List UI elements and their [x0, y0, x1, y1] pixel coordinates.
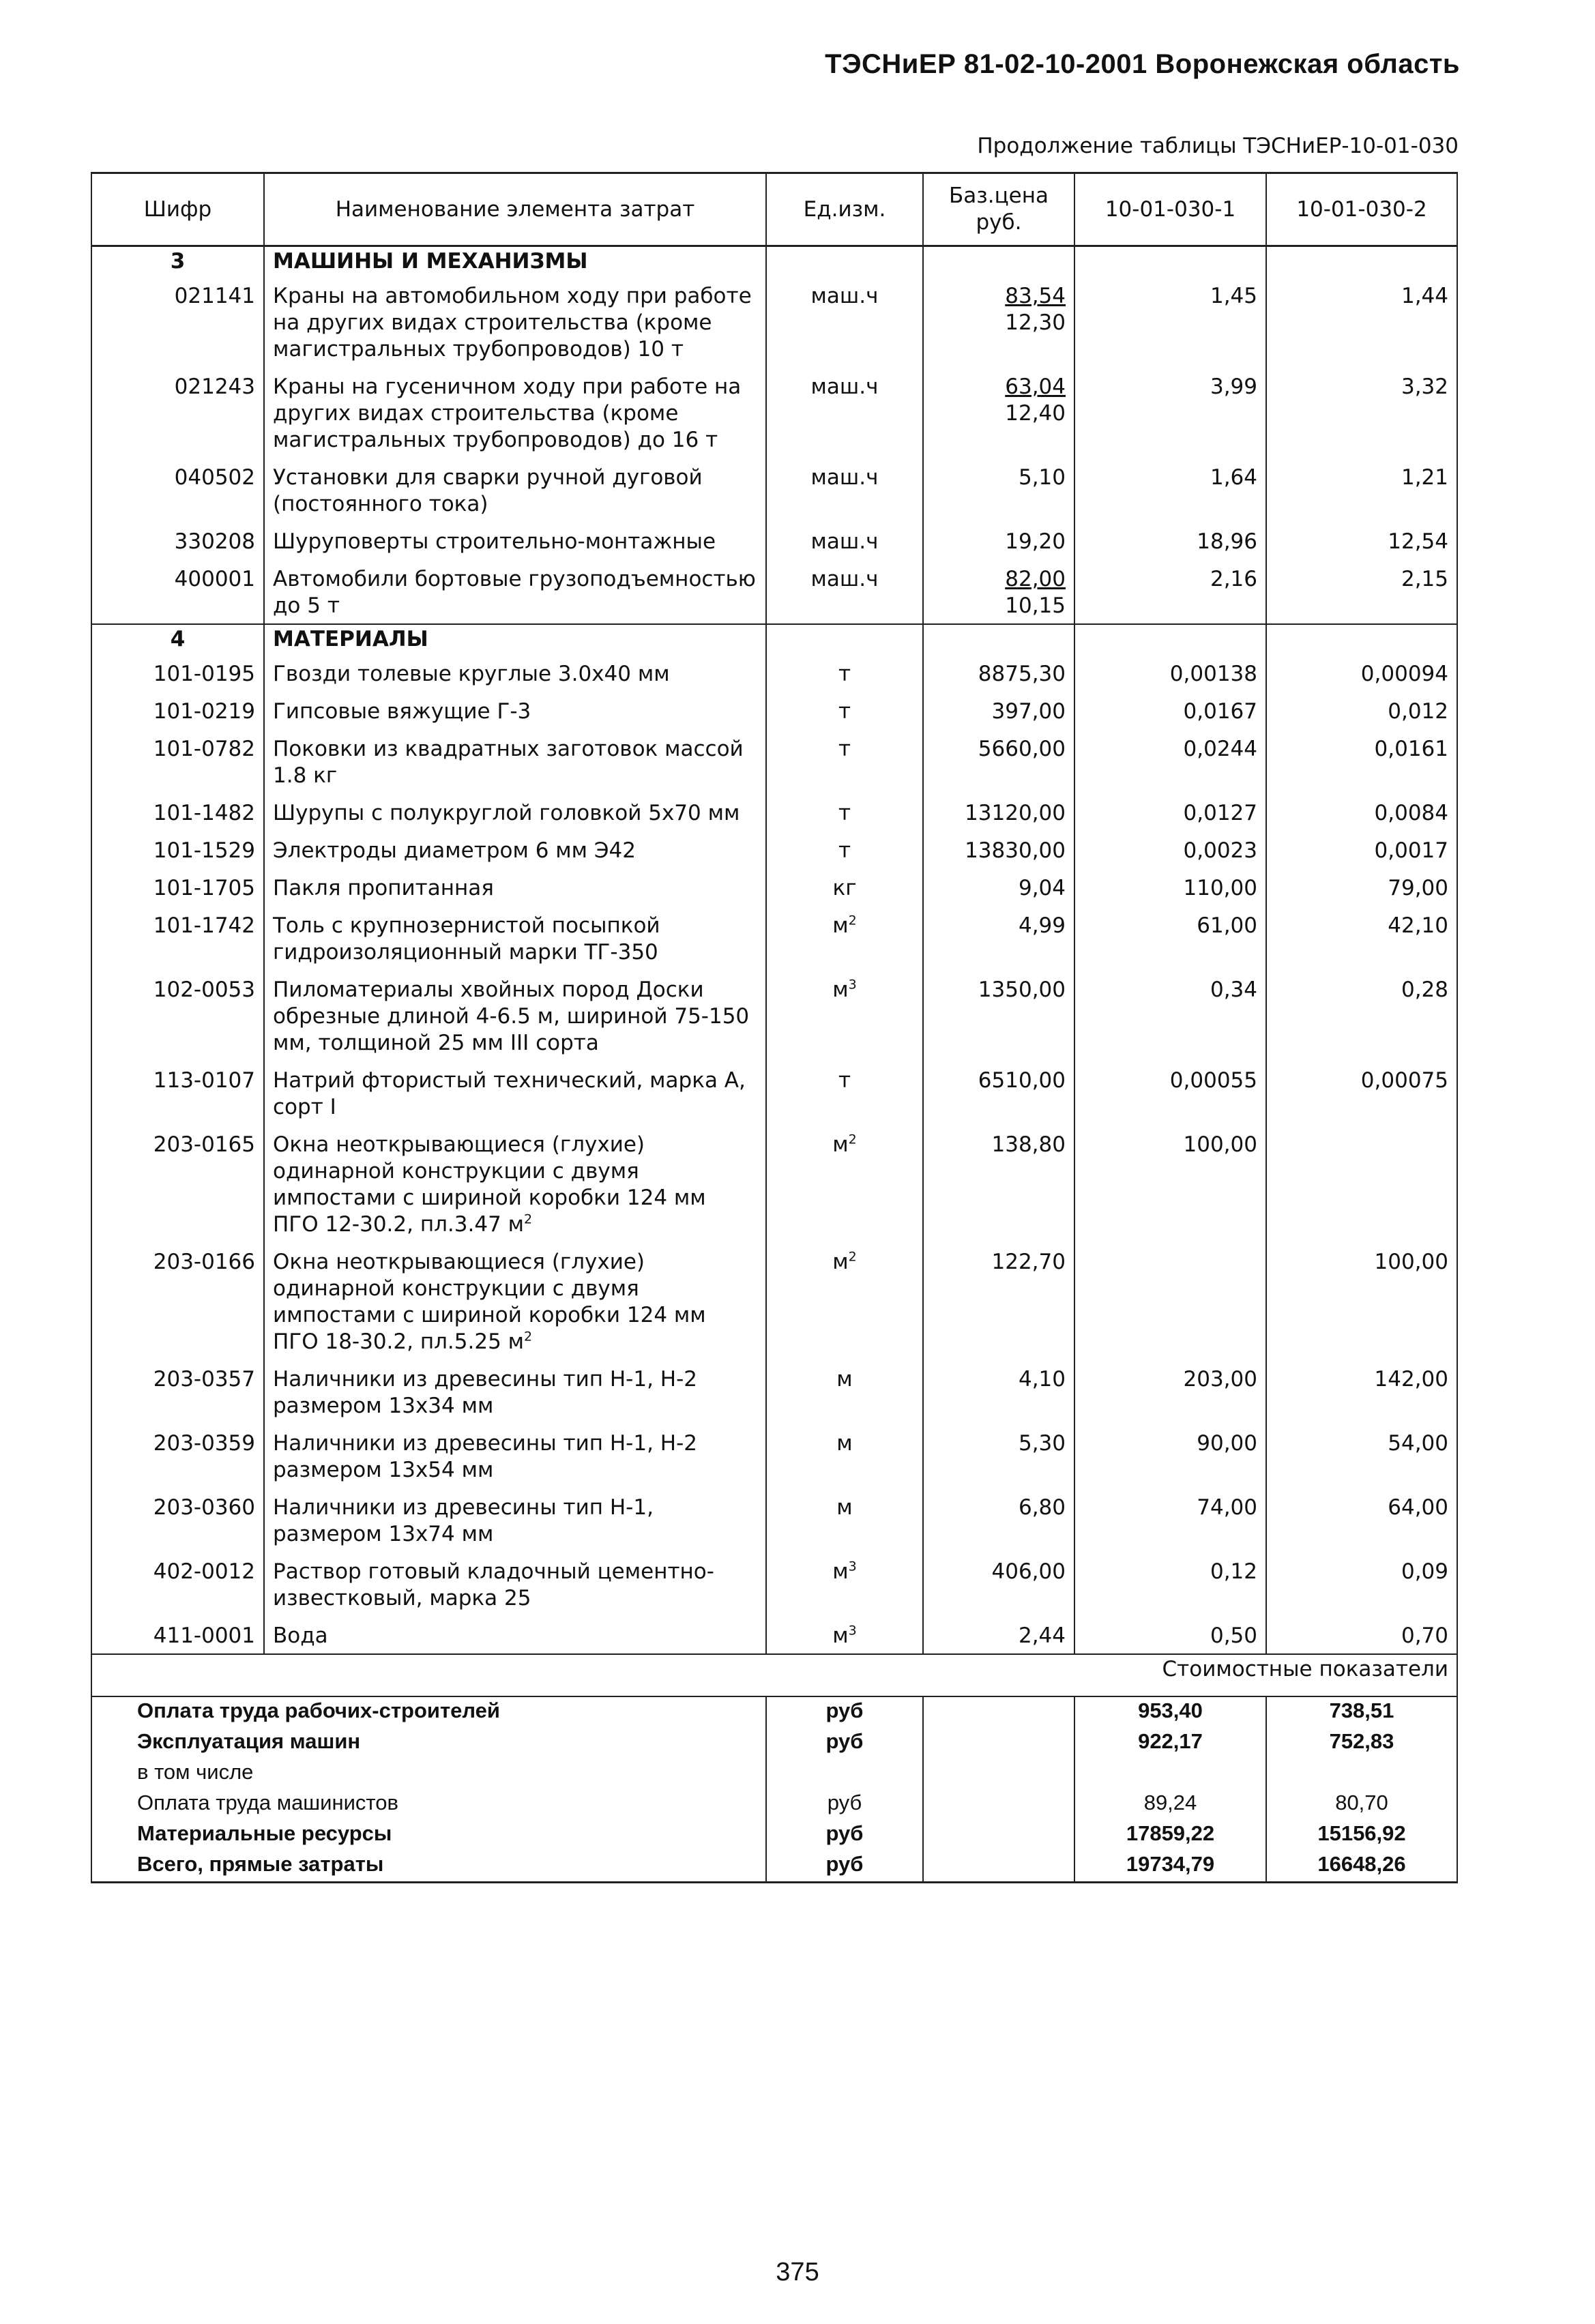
variant-2-value: 0,0017 — [1266, 831, 1457, 868]
variant-1-value: 203,00 — [1074, 1359, 1266, 1424]
resource-code: 203-0357 — [91, 1359, 264, 1424]
resource-name-text: Вода — [273, 1623, 328, 1648]
summary-variant-2: 16648,26 — [1266, 1851, 1457, 1883]
variant-2-value — [1266, 1125, 1457, 1242]
resource-unit-text: маш.ч — [810, 567, 879, 591]
variant-1-value: 74,00 — [1074, 1488, 1266, 1552]
section-number: 4 — [91, 624, 264, 654]
resource-name-text: Раствор готовый кладочный цементно-известковый, марка 25 — [273, 1559, 714, 1610]
resource-name — [264, 1242, 766, 1359]
resource-name-text: Окна неоткрывающиеся (глухие) одинарной конструкции с двумя импостами с шириной коробки 124 мм ПГО 18-30.2, пл.5.25 м — [273, 1250, 706, 1354]
column-header-name: Наименование элемента затрат — [264, 173, 766, 246]
base-price-value: 82,00 — [1005, 567, 1066, 591]
resource-unit-text: м — [836, 1431, 853, 1456]
base-price-labor-component: 12,40 — [1005, 401, 1066, 426]
resource-name-text: Шурупы с полукруглой головкой 5х70 мм — [273, 801, 740, 825]
resource-unit — [766, 1488, 923, 1552]
resource-unit-text: маш.ч — [810, 465, 879, 490]
resource-name — [264, 1359, 766, 1424]
base-price-value: 397,00 — [991, 699, 1066, 724]
summary-empty-price — [923, 1728, 1074, 1759]
resource-code: 021243 — [91, 367, 264, 458]
summary-variant-2: 752,83 — [1266, 1728, 1457, 1759]
resource-name — [264, 458, 766, 522]
column-header-base-price — [923, 173, 1074, 246]
variant-2-value: 64,00 — [1266, 1488, 1457, 1552]
resource-name-text: Установки для сварки ручной дуговой (постоянного тока) — [273, 465, 703, 516]
resource-unit-text: маш.ч — [810, 529, 879, 554]
resource-code: 102-0053 — [91, 970, 264, 1061]
column-header-code: Шифр — [91, 173, 264, 246]
variant-1-value: 0,00138 — [1074, 654, 1266, 692]
column-header-variant-2: 10-01-030-2 — [1266, 173, 1457, 246]
resource-base-price — [923, 276, 1074, 367]
variant-2-value: 0,09 — [1266, 1552, 1457, 1616]
resource-unit-text: маш.ч — [810, 284, 879, 308]
resource-name — [264, 1061, 766, 1125]
resource-unit — [766, 1359, 923, 1424]
resource-base-price — [923, 367, 1074, 458]
variant-1-value: 2,16 — [1074, 559, 1266, 624]
resource-unit — [766, 458, 923, 522]
table-row — [91, 458, 1457, 522]
base-price-value: 2,44 — [1018, 1623, 1066, 1648]
table-row — [91, 559, 1457, 624]
summary-empty-price — [923, 1851, 1074, 1883]
table-row — [91, 868, 1457, 906]
resource-unit-text: м — [832, 977, 849, 1002]
variant-1-value: 100,00 — [1074, 1125, 1266, 1242]
resource-name — [264, 276, 766, 367]
resource-unit — [766, 522, 923, 559]
variant-1-value: 90,00 — [1074, 1424, 1266, 1488]
resource-name-text: Поковки из квадратных заготовок массой 1.8 кг — [273, 737, 744, 788]
variant-1-value: 0,34 — [1074, 970, 1266, 1061]
variant-1-value — [1074, 1242, 1266, 1359]
resource-name — [264, 559, 766, 624]
table-row — [91, 1359, 1457, 1424]
variant-1-value: 18,96 — [1074, 522, 1266, 559]
resource-name-text: Наличники из древесины тип Н-1, размером 13х74 мм — [273, 1495, 654, 1546]
resource-name — [264, 970, 766, 1061]
resource-name-text: Краны на автомобильном ходу при работе на других видах строительства (кроме магистральных трубопроводов) 10 т — [273, 284, 752, 362]
variant-2-value: 0,012 — [1266, 692, 1457, 729]
resource-base-price — [923, 970, 1074, 1061]
resource-base-price — [923, 458, 1074, 522]
table-row — [91, 1424, 1457, 1488]
resource-unit-superscript: 2 — [848, 1249, 857, 1265]
table-row — [91, 831, 1457, 868]
resource-name-text: Наличники из древесины тип Н-1, Н-2 размером 13х54 мм — [273, 1431, 697, 1482]
base-price-value: 13120,00 — [965, 801, 1066, 825]
table-row — [91, 1242, 1457, 1359]
resource-base-price — [923, 1488, 1074, 1552]
resource-unit — [766, 1061, 923, 1125]
resource-base-price — [923, 729, 1074, 793]
resource-name-text: Краны на гусеничном ходу при работе на других видах строительства (кроме магистральных трубопроводов) до 16 т — [273, 374, 742, 452]
table-row — [91, 692, 1457, 729]
summary-variant-1: 19734,79 — [1074, 1851, 1266, 1883]
resource-unit-text: м — [832, 1132, 849, 1157]
summary-variant-1 — [1074, 1759, 1266, 1789]
table-row — [91, 793, 1457, 831]
table-header-row — [91, 173, 1457, 246]
resource-name — [264, 1552, 766, 1616]
summary-caption-row — [91, 1654, 1457, 1696]
resource-code: 101-0219 — [91, 692, 264, 729]
resource-code: 101-1529 — [91, 831, 264, 868]
resource-unit-text: м — [832, 1623, 849, 1648]
summary-label: Материальные ресурсы — [91, 1820, 766, 1851]
summary-variant-1: 17859,22 — [1074, 1820, 1266, 1851]
resource-base-price — [923, 831, 1074, 868]
resource-name-text: Автомобили бортовые грузоподъемностью до 5 т — [273, 567, 756, 618]
resource-code: 021141 — [91, 276, 264, 367]
variant-1-value: 0,0244 — [1074, 729, 1266, 793]
table-row — [91, 1552, 1457, 1616]
resource-unit — [766, 367, 923, 458]
base-price-value: 406,00 — [991, 1559, 1066, 1584]
base-price-value: 122,70 — [991, 1250, 1066, 1274]
table-row — [91, 1061, 1457, 1125]
summary-row — [91, 1789, 1457, 1820]
summary-unit — [766, 1759, 923, 1789]
variant-1-value: 61,00 — [1074, 906, 1266, 970]
resource-name-text: Пакля пропитанная — [273, 876, 494, 900]
table-row — [91, 1616, 1457, 1654]
table-row — [91, 522, 1457, 559]
base-price-value: 8875,30 — [978, 662, 1066, 686]
base-price-value: 5,30 — [1018, 1431, 1066, 1456]
resource-unit — [766, 793, 923, 831]
resource-unit — [766, 1616, 923, 1654]
summary-empty-price — [923, 1759, 1074, 1789]
resource-name — [264, 692, 766, 729]
variant-2-value: 42,10 — [1266, 906, 1457, 970]
resource-unit-text: т — [838, 662, 851, 686]
resource-code: 040502 — [91, 458, 264, 522]
variant-2-value: 0,70 — [1266, 1616, 1457, 1654]
summary-label: в том числе — [91, 1759, 766, 1789]
resource-code: 402-0012 — [91, 1552, 264, 1616]
variant-1-value: 1,64 — [1074, 458, 1266, 522]
variant-2-value: 1,21 — [1266, 458, 1457, 522]
resource-unit-superscript: 3 — [848, 1559, 857, 1574]
resource-code: 113-0107 — [91, 1061, 264, 1125]
resource-unit — [766, 1424, 923, 1488]
resource-unit — [766, 654, 923, 692]
base-price-value: 138,80 — [991, 1132, 1066, 1157]
resource-unit — [766, 1242, 923, 1359]
resource-unit-text: маш.ч — [810, 374, 879, 399]
base-price-value: 1350,00 — [978, 977, 1066, 1002]
resource-base-price — [923, 692, 1074, 729]
summary-caption: Стоимостные показатели — [91, 1654, 1457, 1696]
summary-body — [91, 1654, 1457, 1883]
resource-name-text: Наличники из древесины тип Н-1, Н-2 размером 13х34 мм — [273, 1367, 697, 1418]
resource-base-price — [923, 793, 1074, 831]
resource-unit — [766, 559, 923, 624]
resource-code: 101-1742 — [91, 906, 264, 970]
column-header-variant-1: 10-01-030-1 — [1074, 173, 1266, 246]
resource-base-price — [923, 1061, 1074, 1125]
variant-1-value: 3,99 — [1074, 367, 1266, 458]
resource-name — [264, 1616, 766, 1654]
resource-name — [264, 654, 766, 692]
variant-2-value: 0,28 — [1266, 970, 1457, 1061]
resource-name — [264, 1424, 766, 1488]
resource-name-text: Электроды диаметром 6 мм Э42 — [273, 838, 636, 863]
variant-1-value: 0,50 — [1074, 1616, 1266, 1654]
resource-base-price — [923, 1242, 1074, 1359]
table-row — [91, 276, 1457, 367]
resource-code: 411-0001 — [91, 1616, 264, 1654]
variant-2-value: 3,32 — [1266, 367, 1457, 458]
resource-code: 101-0195 — [91, 654, 264, 692]
resource-base-price — [923, 1125, 1074, 1242]
table-row — [91, 729, 1457, 793]
summary-label: Оплата труда машинистов — [91, 1789, 766, 1820]
resource-code: 101-1705 — [91, 868, 264, 906]
summary-empty-price — [923, 1789, 1074, 1820]
variant-1-value: 0,0127 — [1074, 793, 1266, 831]
resource-unit-text: т — [838, 737, 851, 761]
variant-2-value: 142,00 — [1266, 1359, 1457, 1424]
resource-base-price — [923, 868, 1074, 906]
variant-2-value: 1,44 — [1266, 276, 1457, 367]
resource-code: 203-0165 — [91, 1125, 264, 1242]
section-number: 3 — [91, 246, 264, 277]
section-title: МАШИНЫ И МЕХАНИЗМЫ — [264, 246, 766, 277]
document-header: ТЭСНиЕР 81-02-10-2001 Воронежская область — [825, 49, 1460, 79]
resource-name — [264, 906, 766, 970]
summary-label: Эксплуатация машин — [91, 1728, 766, 1759]
summary-unit: руб — [766, 1728, 923, 1759]
summary-variant-1: 922,17 — [1074, 1728, 1266, 1759]
section-row — [91, 246, 1457, 277]
resource-name-text: Натрий фтористый технический, марка А, сорт I — [273, 1068, 746, 1119]
base-price-value: 13830,00 — [965, 838, 1066, 863]
variant-1-value: 0,00055 — [1074, 1061, 1266, 1125]
resource-base-price — [923, 1424, 1074, 1488]
resource-unit-text: кг — [832, 876, 857, 900]
resource-name — [264, 831, 766, 868]
resource-code: 330208 — [91, 522, 264, 559]
materials-body — [91, 624, 1457, 1654]
resource-code: 203-0166 — [91, 1242, 264, 1359]
resource-name — [264, 1125, 766, 1242]
resource-name-text: Шуруповерты строительно-монтажные — [273, 529, 716, 554]
resource-name — [264, 367, 766, 458]
summary-row — [91, 1728, 1457, 1759]
variant-2-value: 0,0084 — [1266, 793, 1457, 831]
resource-name-text: Толь с крупнозернистой посыпкой гидроизоляционный марки ТГ-350 — [273, 913, 660, 965]
resource-base-price — [923, 906, 1074, 970]
resource-name-superscript: 2 — [524, 1211, 533, 1227]
resource-unit-superscript: 2 — [848, 1132, 857, 1147]
summary-empty-price — [923, 1820, 1074, 1851]
base-price-value: 6510,00 — [978, 1068, 1066, 1093]
resource-unit-text: м — [836, 1495, 853, 1520]
resource-unit — [766, 276, 923, 367]
resource-name-text: Гипсовые вяжущие Г-3 — [273, 699, 531, 724]
summary-row — [91, 1851, 1457, 1883]
table-continuation-caption: Продолжение таблицы ТЭСНиЕР-10-01-030 — [977, 134, 1459, 158]
variant-2-value: 12,54 — [1266, 522, 1457, 559]
resource-code: 400001 — [91, 559, 264, 624]
summary-row — [91, 1820, 1457, 1851]
resource-code: 101-1482 — [91, 793, 264, 831]
column-header-unit: Ед.изм. — [766, 173, 923, 246]
summary-row — [91, 1759, 1457, 1789]
summary-label: Оплата труда рабочих-строителей — [91, 1696, 766, 1728]
resource-code: 203-0360 — [91, 1488, 264, 1552]
resource-unit-text: м — [832, 1250, 849, 1274]
base-price-value: 63,04 — [1005, 374, 1066, 399]
resource-base-price — [923, 654, 1074, 692]
resource-unit — [766, 1125, 923, 1242]
resource-unit-text: м — [836, 1367, 853, 1392]
resource-name — [264, 868, 766, 906]
summary-variant-2: 80,70 — [1266, 1789, 1457, 1820]
variant-1-value: 1,45 — [1074, 276, 1266, 367]
resource-unit — [766, 1552, 923, 1616]
resource-name-superscript: 2 — [524, 1329, 533, 1344]
resource-name — [264, 1488, 766, 1552]
section-row — [91, 624, 1457, 654]
resource-unit-superscript: 2 — [848, 913, 857, 928]
resource-unit — [766, 906, 923, 970]
resource-code: 101-0782 — [91, 729, 264, 793]
table-row — [91, 970, 1457, 1061]
resource-base-price — [923, 559, 1074, 624]
base-price-value: 6,80 — [1018, 1495, 1066, 1520]
resource-name-text: Гвозди толевые круглые 3.0х40 мм — [273, 662, 670, 686]
machines-body — [91, 246, 1457, 625]
page-number: 375 — [776, 2258, 819, 2286]
resource-unit-text: т — [838, 1068, 851, 1093]
resource-unit — [766, 729, 923, 793]
table-row — [91, 906, 1457, 970]
resource-unit-text: т — [838, 838, 851, 863]
resource-name-text: Окна неоткрывающиеся (глухие) одинарной конструкции с двумя импостами с шириной коробки 124 мм ПГО 12-30.2, пл.3.47 м — [273, 1132, 706, 1237]
resource-base-price — [923, 1359, 1074, 1424]
table-row — [91, 367, 1457, 458]
base-price-value: 4,99 — [1018, 913, 1066, 938]
table-row — [91, 1488, 1457, 1552]
variant-2-value: 2,15 — [1266, 559, 1457, 624]
resource-unit-superscript: 3 — [848, 1623, 857, 1638]
resource-unit — [766, 692, 923, 729]
base-price-value: 83,54 — [1005, 284, 1066, 308]
summary-empty-price — [923, 1696, 1074, 1728]
summary-variant-2 — [1266, 1759, 1457, 1789]
summary-row — [91, 1696, 1457, 1728]
variant-2-value: 0,00094 — [1266, 654, 1457, 692]
base-price-value: 19,20 — [1005, 529, 1066, 554]
resource-base-price — [923, 1552, 1074, 1616]
resource-code: 203-0359 — [91, 1424, 264, 1488]
summary-label: Всего, прямые затраты — [91, 1851, 766, 1883]
variant-2-value: 0,0161 — [1266, 729, 1457, 793]
base-price-labor-component: 12,30 — [1005, 310, 1066, 335]
summary-unit: руб — [766, 1696, 923, 1728]
summary-variant-1: 953,40 — [1074, 1696, 1266, 1728]
summary-unit: руб — [766, 1820, 923, 1851]
table-row — [91, 1125, 1457, 1242]
section-title: МАТЕРИАЛЫ — [264, 624, 766, 654]
resource-unit — [766, 831, 923, 868]
resource-name — [264, 793, 766, 831]
variant-2-value: 54,00 — [1266, 1424, 1457, 1488]
base-price-value: 5660,00 — [978, 737, 1066, 761]
variant-1-value: 110,00 — [1074, 868, 1266, 906]
summary-unit: руб — [766, 1851, 923, 1883]
resource-table — [91, 172, 1458, 1883]
resource-base-price — [923, 522, 1074, 559]
summary-variant-2: 15156,92 — [1266, 1820, 1457, 1851]
resource-name — [264, 522, 766, 559]
base-price-value: 4,10 — [1018, 1367, 1066, 1392]
resource-unit-text: м — [832, 913, 849, 938]
base-price-header-text: Баз.цена руб. — [948, 183, 1049, 235]
variant-2-value: 100,00 — [1266, 1242, 1457, 1359]
variant-1-value: 0,0023 — [1074, 831, 1266, 868]
base-price-value: 9,04 — [1018, 876, 1066, 900]
variant-2-value: 79,00 — [1266, 868, 1457, 906]
summary-unit: руб — [766, 1789, 923, 1820]
resource-unit-text: т — [838, 699, 851, 724]
table-row — [91, 654, 1457, 692]
variant-2-value: 0,00075 — [1266, 1061, 1457, 1125]
resource-unit — [766, 970, 923, 1061]
resource-unit — [766, 868, 923, 906]
variant-1-value: 0,0167 — [1074, 692, 1266, 729]
base-price-value: 5,10 — [1018, 465, 1066, 490]
resource-unit-text: т — [838, 801, 851, 825]
resource-unit-text: м — [832, 1559, 849, 1584]
summary-variant-2: 738,51 — [1266, 1696, 1457, 1728]
resource-name-text: Пиломатериалы хвойных пород Доски обрезные длиной 4-6.5 м, шириной 75-150 мм, толщиной 25 мм III сорта — [273, 977, 750, 1055]
resource-name — [264, 729, 766, 793]
summary-variant-1: 89,24 — [1074, 1789, 1266, 1820]
variant-1-value: 0,12 — [1074, 1552, 1266, 1616]
resource-base-price — [923, 1616, 1074, 1654]
resource-unit-superscript: 3 — [848, 977, 857, 992]
base-price-labor-component: 10,15 — [1005, 593, 1066, 618]
